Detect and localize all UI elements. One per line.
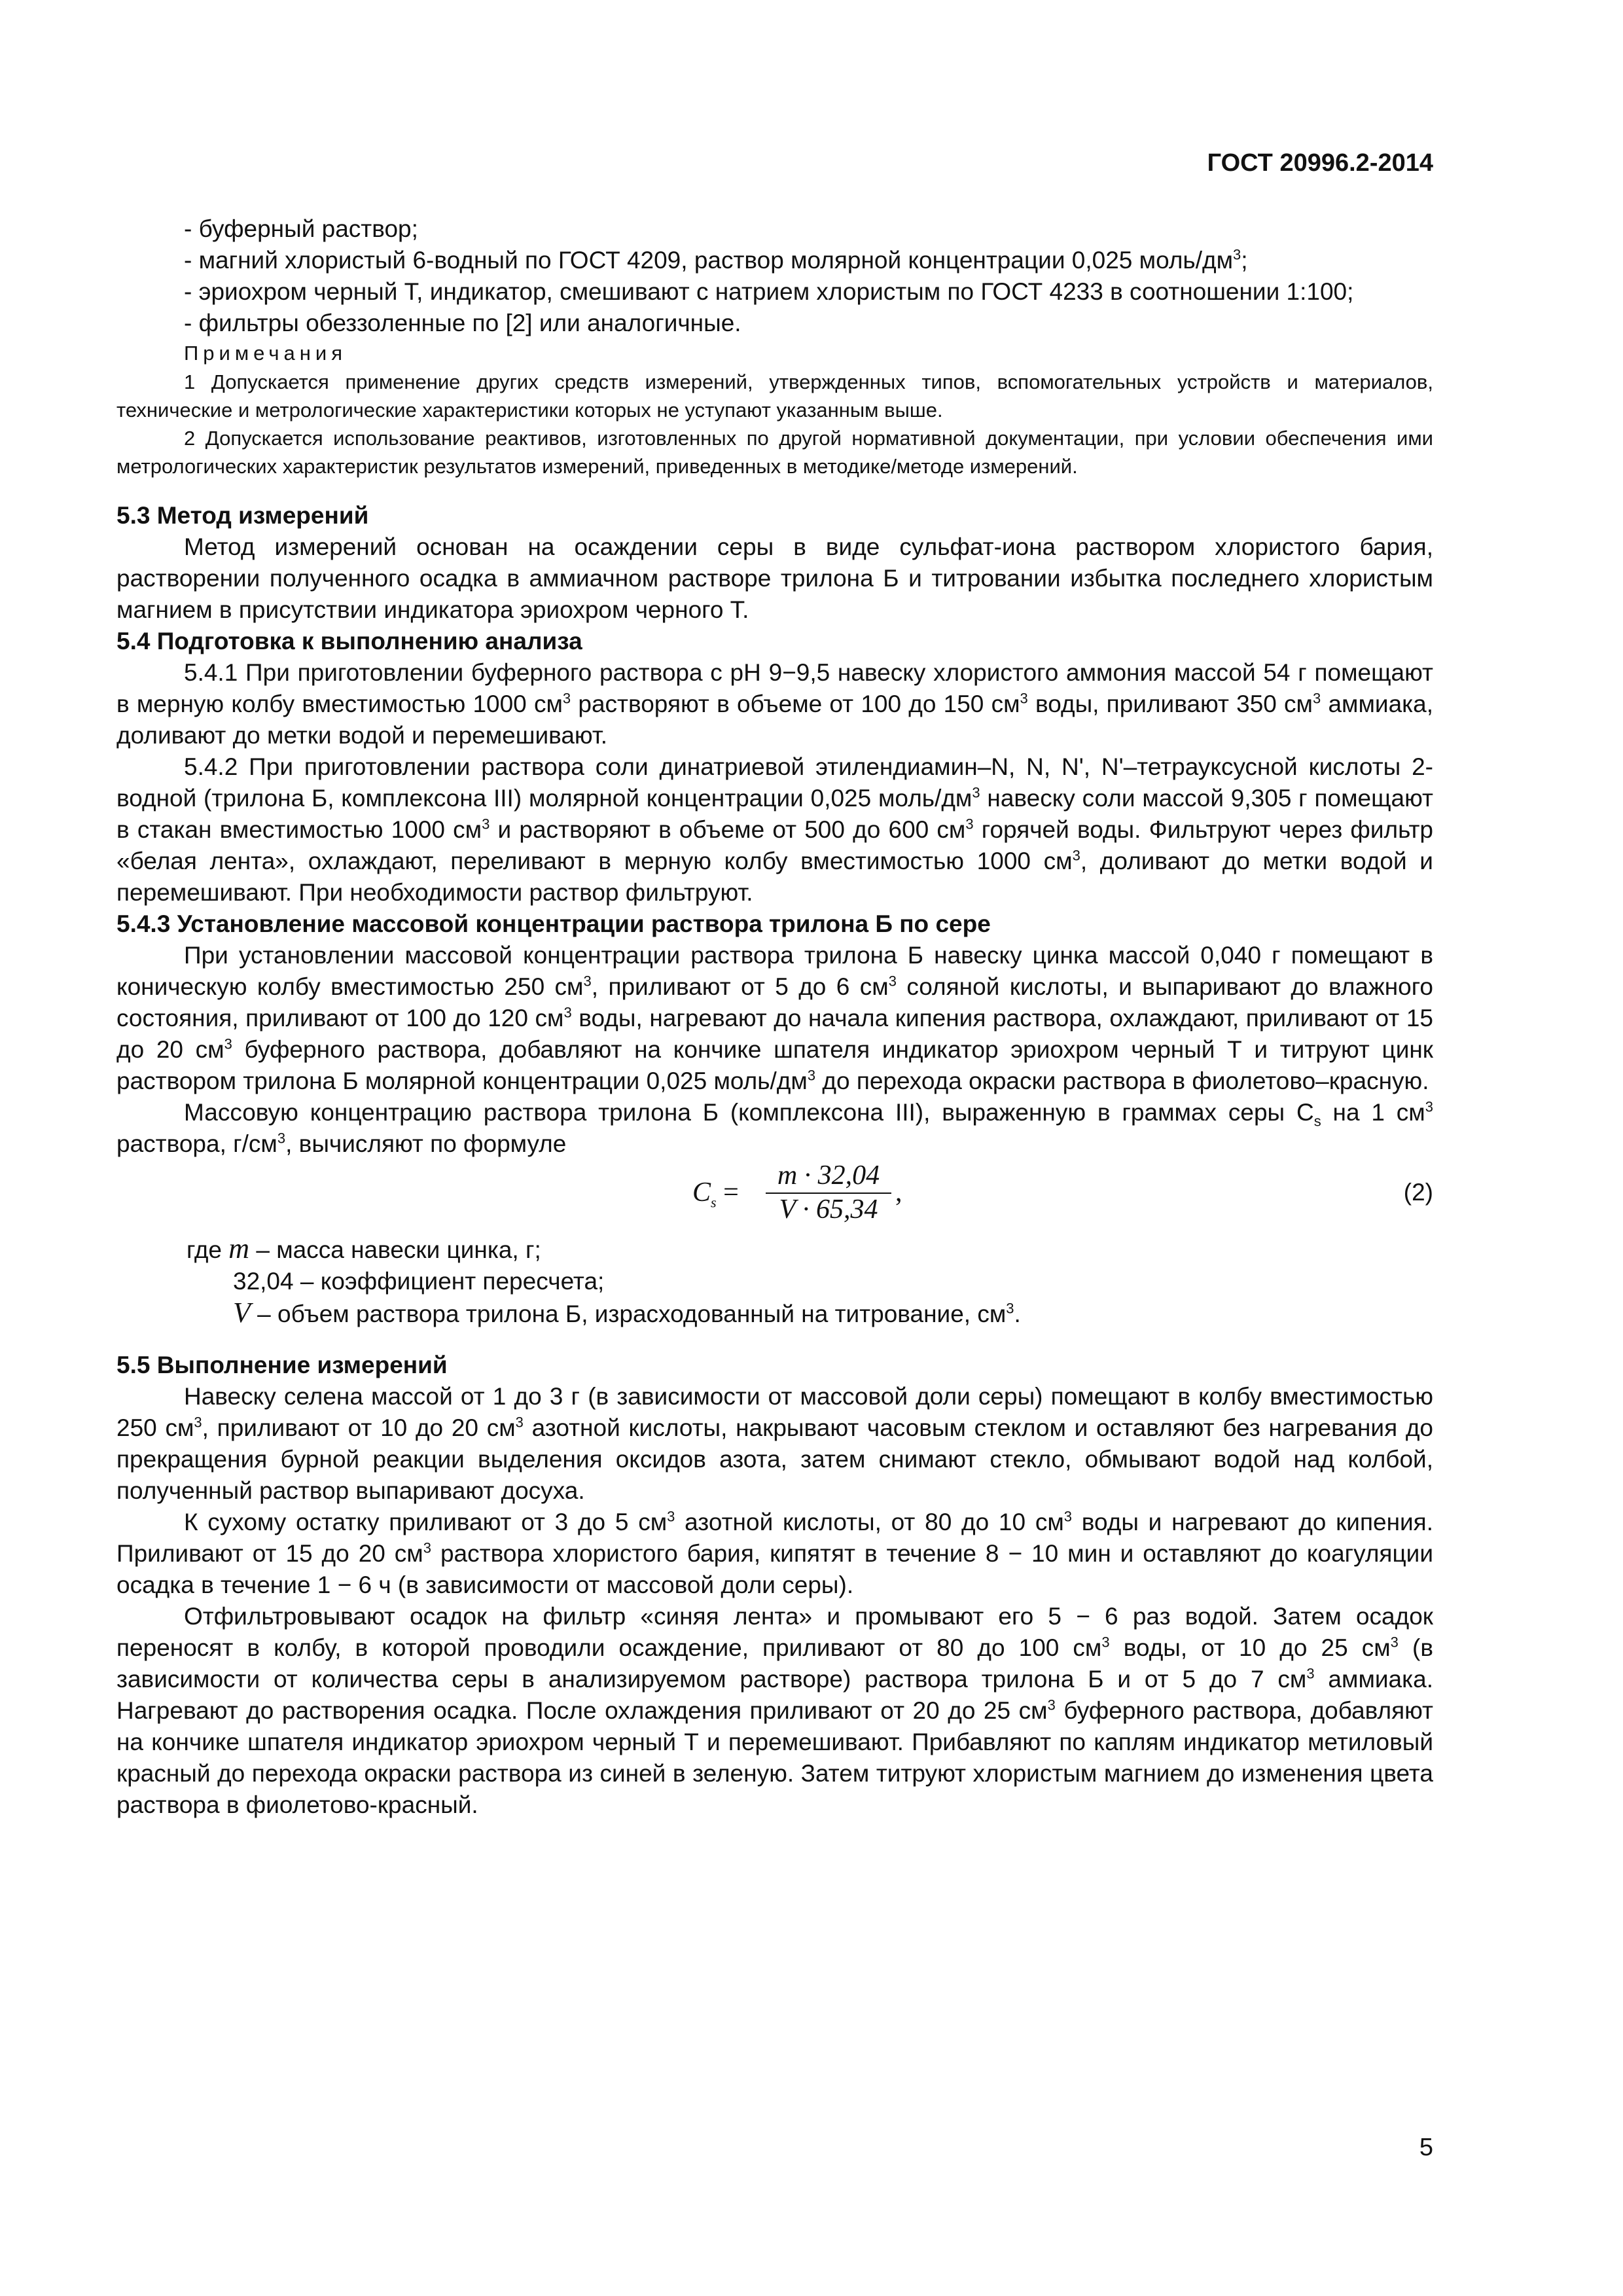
paragraph: При установлении массовой концентрации раствора трилона Б навеску цинка массой 0,040 г помещают в коническую колбу вместимостью 250 $см^3$, приливают от 5 до 6 $см^3$ соляной кислоты, и выпаривают до влажного состояния, приливают от 100 до 120 $см^3$ воды, нагревают до начала кипения раствора, охлаждают, приливают от 15 до 20 $см^3$ буферного раствора, добавляют на кончике шпателя индикатор эриохром черный Т и титруют цинк раствором трилона Б молярной концентрации 0,025 моль/$дм^3$ до перехода окраски раствора в фиолетово–красную.: [116, 942, 1434, 1094]
legend-line: 32,04 – коэффициент пересчета;: [233, 1268, 605, 1295]
document-body: [116, 213, 1433, 1821]
paragraph: 5.4.1 При приготовлении буферного раствора с рН 9−9,5 навеску хлористого аммония массой 54 г помещают в мерную колбу вместимостью 1000 $см^3$ растворяют в объеме от 100 до 150 $см^3$ воды, приливают 350 $см^3$ аммиака, доливают до метки водой и перемешивают.: [116, 659, 1434, 749]
section-heading-5-3: 5.3 Метод измерений: [116, 502, 369, 529]
formula-lhs: $C_s$ =: [692, 1177, 739, 1211]
list-item: - буферный раствор;: [184, 215, 418, 242]
paragraph: К сухому остатку приливают от 3 до 5 $см^3$ азотной кислоты, от 80 до 10 $см^3$ воды и нагревают до кипения. Приливают от 15 до 20 $см^3$ раствора хлористого бария, кипятят в течение 8 − 10 мин и оставляют до коагуляции осадка в течение 1 − 6 ч (в зависимости от массовой доли серы).: [116, 1508, 1433, 1598]
formula-fraction: [763, 1160, 894, 1227]
legend-line: V – объем раствора трилона Б, израсходованный на титрование, $см^3$.: [233, 1297, 1021, 1329]
notes-title: Примечания: [184, 342, 347, 365]
document-code-header: ГОСТ 20996.2-2014: [1207, 149, 1433, 177]
note-1: 1 Допускается применение других средств измерений, утвержденных типов, вспомогательных устройств и материалов, технические и метрологические характеристики которых не уступают указанным выше.: [116, 370, 1433, 422]
paragraph: Метод измерений основан на осаждении серы в виде сульфат-иона раствором хлористого бария, растворении полученного осадка в аммиачном растворе трилона Б и титровании избытка последнего хлористым магнием в присутствии индикатора эриохром черного Т.: [116, 533, 1433, 623]
section-heading-5-4-3: 5.4.3 Установление массовой концентрации раствора трилона Б по сере: [116, 910, 991, 937]
formula-2: $C_s$ = m · 32,04 V · 65,34 , (2): [116, 1160, 1433, 1233]
legend-line: где m – масса навески цинка, г;: [187, 1232, 541, 1265]
list-item: - эриохром черный Т, индикатор, смешивают с натрием хлористым по ГОСТ 4233 в соотношении 1:100;: [184, 278, 1354, 305]
list-item: - магний хлористый 6-водный по ГОСТ 4209, раствор молярной концентрации 0,025 моль/$дм^3$;: [184, 246, 1248, 274]
paragraph: Навеску селена массой от 1 до 3 г (в зависимости от массовой доли серы) помещают в колбу вместимостью 250 $см^3$, приливают от 10 до 20 $см^3$ азотной кислоты, накрывают часовым стеклом и оставляют без нагревания до прекращения бурной реакции выделения оксидов азота, затем снимают стекло, обмывают водой над колбой, полученный раствор выпаривают досуха.: [116, 1383, 1434, 1504]
formula-number: (2): [1403, 1179, 1433, 1206]
paragraph: Отфильтровывают осадок на фильтр «синяя лента» и промывают его 5 − 6 раз водой. Затем осадок переносят в колбу, в которой проводили осаждение, приливают от 80 до 100 $см^3$ воды, от 10 до 25 $см^3$ (в зависимости от количества серы в анализируемом растворе) раствора трилона Б и от 5 до 7 $см^3$ аммиака. Нагревают до растворения осадка. После охлаждения приливают от 20 до 25 $см^3$ буферного раствора, добавляют на кончике шпателя индикатор эриохром черный Т и перемешивают. Прибавляют по каплям индикатор метиловый красный до перехода окраски раствора из синей в зеленую. Затем титруют хлористым магнием до изменения цвета раствора в фиолетово-красный.: [116, 1603, 1433, 1818]
formula-numerator: m · 32,04: [777, 1160, 880, 1191]
section-heading-5-4: 5.4 Подготовка к выполнению анализа: [116, 628, 582, 655]
paragraph: Массовую концентрацию раствора трилона Б (комплексона III), выраженную в граммах серы $C_s$ на 1 $см^3$ раствора, $г/см^3$, вычисляют по формуле: [116, 1098, 1433, 1157]
formula-denominator: V · 65,34: [779, 1194, 878, 1225]
paragraph: 5.4.2 При приготовлении раствора соли динатриевой этилендиамин–N, N, N', N'–тетрауксусной кислоты 2-водной (трилона Б, комплексона III) молярной концентрации 0,025 моль/$дм^3$ навеску соли массой 9,305 г помещают в стакан вместимостью 1000 $см^3$ и растворяют в объеме от 500 до 600 $см^3$ горячей воды. Фильтруют через фильтр «белая лента», охлаждают, переливают в мерную колбу вместимостью 1000 $см^3$, доливают до метки водой и перемешивают. При необходимости раствор фильтруют.: [116, 753, 1433, 906]
list-item: - фильтры обеззоленные по [2] или аналогичные.: [184, 310, 741, 336]
page-number: 5: [1419, 2134, 1433, 2161]
note-2: 2 Допускается использование реактивов, изготовленных по другой нормативной документации, при условии обеспечения ими метрологических характеристик результатов измерений, приведенных в методике/методе измерений.: [116, 427, 1433, 478]
section-heading-5-5: 5.5 Выполнение измерений: [116, 1352, 448, 1378]
